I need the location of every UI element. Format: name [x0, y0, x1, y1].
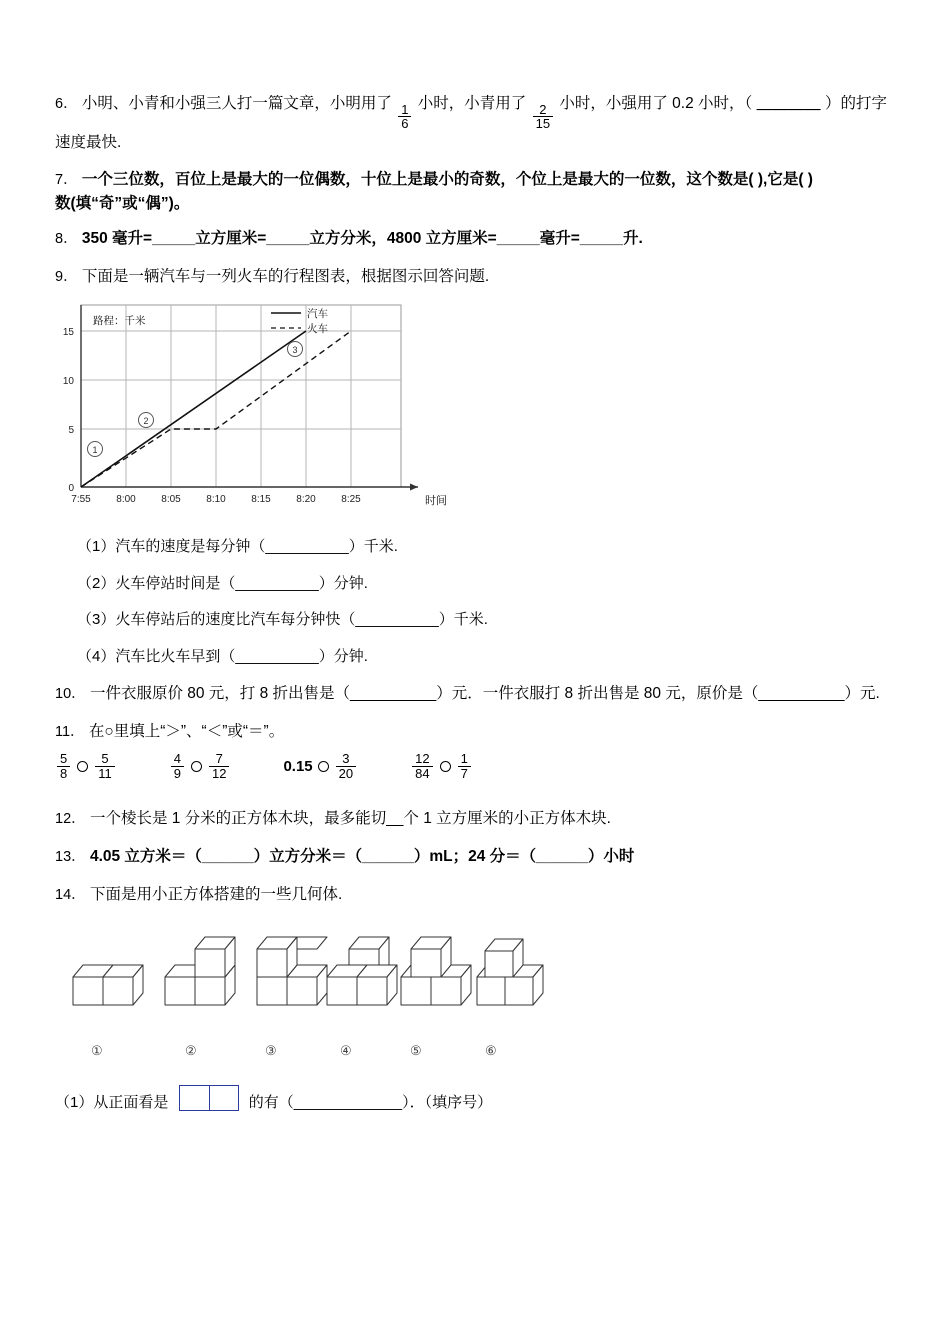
fraction-two-fifteenths — [533, 103, 553, 131]
fraction-numerator: 7 — [215, 751, 223, 767]
question-7-text: 一个三位数，百位上是最大的一位偶数，十位上是最小的奇数，个位上是最大的一位数，这个数是( ),它是( ) — [81, 171, 813, 189]
svg-text:5: 5 — [68, 425, 74, 437]
question-14-sub-1-before: （1）从正面看是 — [55, 1093, 169, 1111]
question-14-text: 下面是用小正方体搭建的一些几何体. — [89, 885, 343, 903]
comparison-circle[interactable] — [77, 761, 88, 772]
question-9-sub-4: （4）汽车比火车早到（__________）分钟. — [77, 647, 368, 665]
svg-text:8:25: 8:25 — [341, 494, 361, 506]
comparison-circle[interactable] — [318, 761, 329, 772]
question-6-text-2: 小时，小青用了 — [417, 95, 527, 112]
fraction-numerator: 1 — [401, 101, 409, 117]
fraction-denominator: 15 — [535, 116, 551, 132]
fraction-numerator: 4 — [173, 751, 181, 767]
question-8-number: 8． — [55, 231, 78, 248]
svg-text:汽车: 汽车 — [307, 308, 328, 321]
fraction-one-sixth — [398, 103, 411, 131]
fraction-left — [171, 752, 184, 780]
svg-text:8:05: 8:05 — [161, 494, 181, 506]
fraction-numerator: 5 — [60, 751, 68, 767]
question-14-sub-1 — [55, 1085, 895, 1115]
question-9-text: 下面是一辆汽车与一列火车的行程图表，根据图示回答问题. — [81, 268, 490, 286]
cube-solids-svg — [65, 917, 535, 1037]
question-10 — [55, 682, 895, 706]
question-9-sub-1: （1）汽车的速度是每分钟（__________）千米. — [77, 538, 398, 556]
fraction-denominator: 7 — [460, 765, 468, 781]
cube-label-5: ⑤ — [410, 1042, 422, 1058]
fraction-right — [209, 752, 229, 780]
question-14-number: 14． — [55, 886, 86, 903]
svg-text:7:55: 7:55 — [71, 494, 91, 506]
question-14-sub-1-after: 的有（_____________）．（填序号） — [248, 1093, 493, 1111]
question-14 — [55, 883, 895, 907]
cube-label-3: ③ — [265, 1042, 277, 1058]
question-10-number: 10． — [55, 686, 86, 703]
fraction-denominator: 8 — [60, 765, 68, 781]
svg-text:8:15: 8:15 — [251, 494, 271, 506]
question-9 — [55, 265, 895, 289]
svg-text:10: 10 — [62, 376, 74, 388]
question-6 — [55, 92, 895, 155]
question-11-text: 在○里填上“＞”、“＜”或“＝”。 — [88, 723, 285, 741]
fraction-left — [57, 752, 70, 780]
fraction-numerator: 12 — [415, 751, 430, 767]
answer-blank[interactable]: ＿＿＿＿ — [756, 95, 821, 112]
question-12-text: 一个棱长是 1 分米的正方体木块，最多能切__个 1 立方厘米的小正方体木块. — [89, 809, 611, 827]
fraction-left — [412, 752, 432, 780]
inequality-row — [55, 752, 895, 780]
question-13-text: 4.05 立方米＝（______）立方分米＝（______）mL；24 分＝（______）小时 — [89, 847, 635, 865]
fraction-denominator: 9 — [173, 765, 181, 781]
comparison-circle[interactable] — [440, 761, 451, 772]
fraction-numerator: 5 — [101, 751, 109, 767]
question-11 — [55, 720, 895, 744]
question-6-text-3: 小时，小强用了 0.2 小时，（ — [559, 95, 753, 112]
decimal-value: 0.15 — [283, 757, 313, 775]
fraction-denominator: 20 — [338, 765, 354, 781]
cube-label-2: ② — [185, 1042, 197, 1058]
question-8-text: 350 毫升=_____立方厘米=_____立方分米，4800 立方厘米=_____毫升=_____升. — [81, 230, 643, 248]
cube-solids-figure — [65, 917, 535, 1037]
svg-text:3: 3 — [292, 345, 298, 356]
front-view-box — [179, 1085, 239, 1111]
fraction-numerator: 2 — [539, 101, 547, 117]
comparison-circle[interactable] — [191, 761, 202, 772]
svg-text:8:20: 8:20 — [296, 494, 316, 506]
question-6-text-4: ）的打字速度最快. — [55, 95, 887, 152]
fraction-right — [95, 752, 115, 780]
fraction-denominator: 6 — [401, 116, 409, 132]
svg-text:火车: 火车 — [307, 323, 328, 336]
question-13 — [55, 845, 895, 869]
cube-figure-labels — [65, 1043, 535, 1065]
question-11-number: 11． — [55, 724, 85, 741]
inequality-pair-3[interactable] — [283, 752, 358, 780]
svg-text:路程：千米: 路程：千米 — [93, 315, 146, 328]
inequality-pair-1[interactable] — [55, 752, 117, 780]
travel-graph-svg — [62, 297, 473, 522]
fraction-denominator: 12 — [211, 765, 227, 781]
svg-text:1: 1 — [92, 445, 98, 456]
questions-container — [55, 92, 895, 1128]
svg-text:8:00: 8:00 — [116, 494, 136, 506]
cube-label-1: ① — [91, 1042, 103, 1058]
svg-text:8:10: 8:10 — [206, 494, 226, 506]
fraction-right — [458, 752, 471, 780]
svg-text:时间: 时间 — [425, 495, 447, 508]
fraction-denominator: 11 — [98, 765, 112, 781]
question-12-number: 12． — [55, 810, 86, 827]
fraction-numerator: 3 — [342, 751, 350, 767]
question-13-number: 13． — [55, 848, 86, 865]
question-7-text-2: 数(填“奇”或“偶”)。 — [55, 195, 190, 213]
svg-text:0: 0 — [68, 483, 74, 495]
travel-graph — [62, 297, 473, 522]
question-6-text-1: 小明、小青和小强三人打一篇文章，小明用了 — [81, 95, 392, 112]
inequality-pair-2[interactable] — [169, 752, 232, 780]
fraction-numerator: 1 — [460, 751, 468, 767]
question-8 — [55, 227, 895, 251]
question-9-sub-3: （3）火车停站后的速度比汽车每分钟快（__________）千米. — [77, 611, 488, 629]
question-7-number: 7． — [55, 172, 78, 189]
svg-text:15: 15 — [62, 327, 74, 339]
question-12 — [55, 807, 895, 831]
inequality-pair-4[interactable] — [410, 752, 473, 780]
question-6-number: 6． — [55, 96, 78, 112]
fraction-right — [336, 752, 356, 780]
question-7 — [55, 168, 895, 216]
svg-text:2: 2 — [143, 416, 149, 427]
question-9-number: 9． — [55, 269, 78, 286]
cube-label-6: ⑥ — [485, 1042, 497, 1058]
cube-label-4: ④ — [340, 1042, 352, 1058]
question-9-sub-2: （2）火车停站时间是（__________）分钟. — [77, 574, 368, 592]
question-10-text: 一件衣服原价 80 元，打 8 折出售是（__________）元．一件衣服打 8 折出售是 80 元，原价是（__________）元. — [89, 685, 880, 703]
fraction-denominator: 84 — [415, 765, 430, 781]
